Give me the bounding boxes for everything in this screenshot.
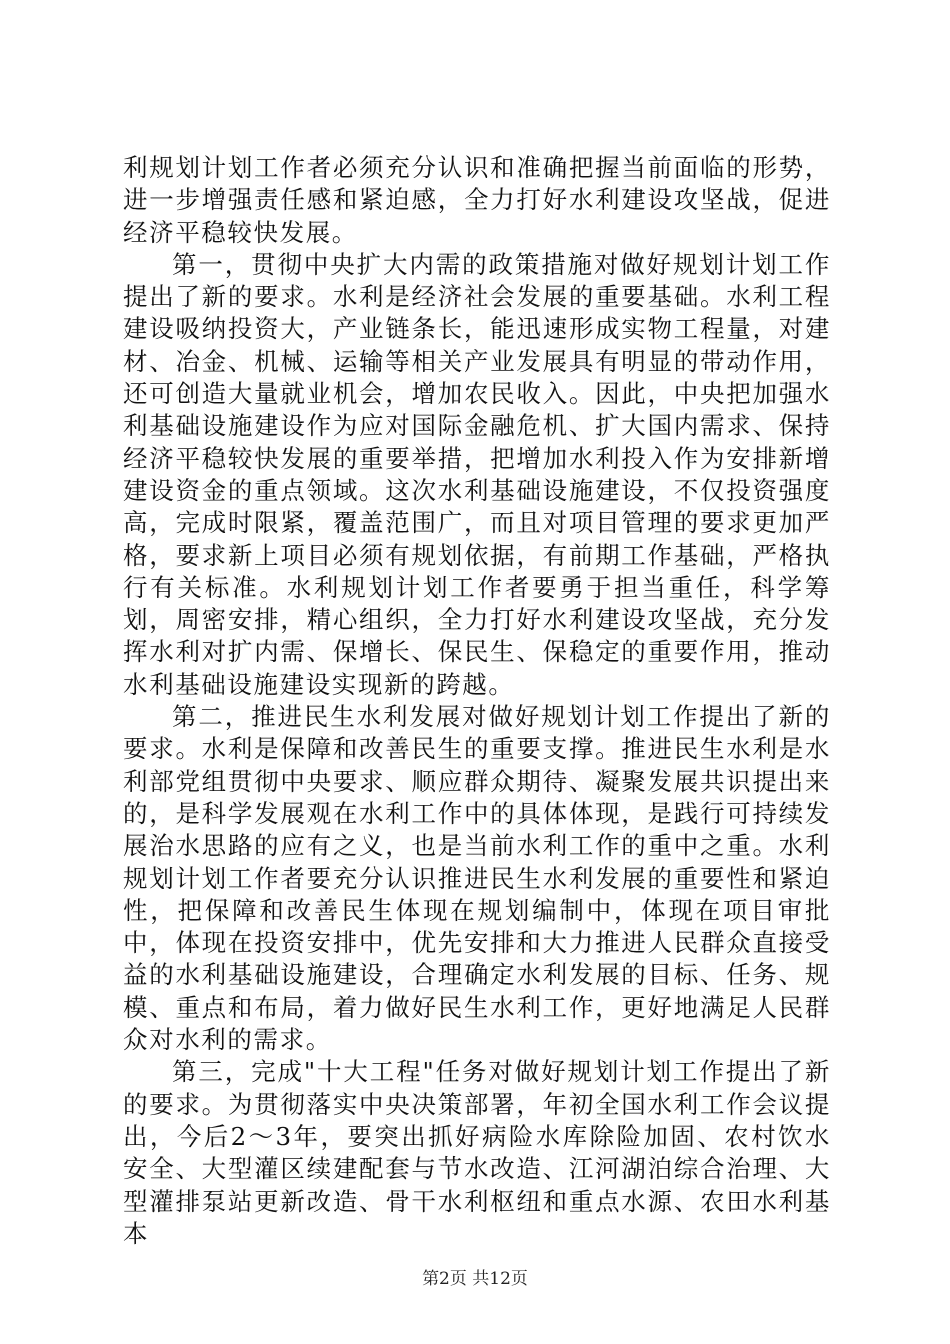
page-number-footer: 第2页 共12页 xyxy=(422,1269,528,1289)
paragraph-second-point: 第二，推进民生水利发展对做好规划计划工作提出了新的要求。水利是保障和改善民生的重要支撑。推进民生水利是水利部党组贯彻中央要求、顺应群众期待、凝聚发展共识提出来的，是科学发展观在水利工作中的具体体现，是践行可持续发展治水思路的应有之义，也是当前水利工作的重中之重。水利规划计划工作者要充分认识推进民生水利发展的重要性和紧迫性，把保障和改善民生体现在规划编制中，体现在项目审批中，体现在投资安排中，优先安排和大力推进人民群众直接受益的水利基础设施建设，合理确定水利发展的目标、任务、规模、重点和布局，着力做好民生水利工作，更好地满足人民群众对水利的需求。 xyxy=(123,702,831,1055)
paragraph-third-point: 第三，完成"十大工程"任务对做好规划计划工作提出了新的要求。为贯彻落实中央决策部署，年初全国水利工作会议提出，今后2～3年，要突出抓好病险水库除险加固、农村饮水安全、大型灌区续建配套与节水改造、江河湖泊综合治理、大型灌排泵站更新改造、骨干水利枢纽和重点水源、农田水利基本 xyxy=(123,1057,831,1248)
document-body xyxy=(123,152,831,1250)
paragraph-continuation: 利规划计划工作者必须充分认识和准确把握当前面临的形势，进一步增强责任感和紧迫感，全力打好水利建设攻坚战，促进经济平稳较快发展。 xyxy=(123,153,831,247)
paragraph-first-point: 第一，贯彻中央扩大内需的政策措施对做好规划计划工作提出了新的要求。水利是经济社会发展的重要基础。水利工程建设吸纳投资大，产业链条长，能迅速形成实物工程量，对建材、冶金、机械、运输等相关产业发展具有明显的带动作用，还可创造大量就业机会，增加农民收入。因此，中央把加强水利基础设施建设作为应对国际金融危机、扩大国内需求、保持经济平稳较快发展的重要举措，把增加水利投入作为安排新增建设资金的重点领域。这次水利基础设施建设，不仅投资强度高，完成时限紧，覆盖范围广，而且对项目管理的要求更加严格，要求新上项目必须有规划依据，有前期工作基础，严格执行有关标准。水利规划计划工作者要勇于担当重任，科学筹划，周密安排，精心组织，全力打好水利建设攻坚战，充分发挥水利对扩内需、保增长、保民生、保稳定的重要作用，推动水利基础设施建设实现新的跨越。 xyxy=(123,249,831,699)
